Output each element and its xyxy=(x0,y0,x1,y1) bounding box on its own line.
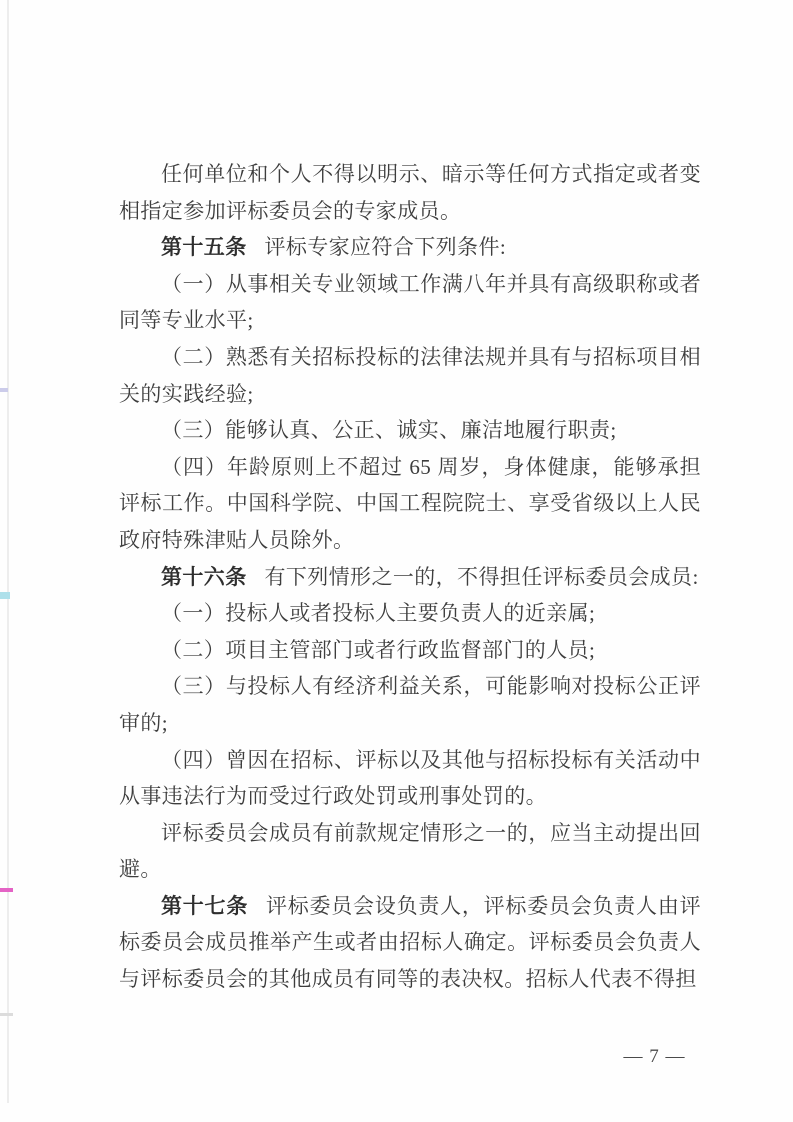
scan-mark-pink xyxy=(0,888,13,892)
document-body xyxy=(119,156,701,998)
scan-mark-cyan xyxy=(0,592,10,599)
article-number: 第十六条 xyxy=(161,564,247,589)
paragraph-text: （三）能够认真、公正、诚实、廉洁地履行职责; xyxy=(161,418,617,443)
scan-mark-lavender xyxy=(0,388,8,392)
paragraph xyxy=(119,449,701,559)
paragraph xyxy=(119,742,701,815)
paragraph-text: （一）从事相关专业领域工作满八年并具有高级职称或者同等专业水平; xyxy=(119,271,701,333)
article-number: 第十五条 xyxy=(161,235,247,260)
paragraph xyxy=(119,595,701,632)
paragraph xyxy=(119,229,701,266)
paragraph xyxy=(119,888,701,998)
paragraph xyxy=(119,412,701,449)
paragraph xyxy=(119,339,701,412)
paragraph xyxy=(119,815,701,888)
page-number: — 7 — xyxy=(623,1046,686,1067)
paragraph xyxy=(119,266,701,339)
paragraph-text: （三）与投标人有经济利益关系，可能影响对投标公正评审的; xyxy=(119,674,701,735)
paragraph-text: （四）曾因在招标、评标以及其他与招标投标有关活动中从事违法行为而受过行政处罚或刑事处罚的。 xyxy=(119,747,701,809)
paragraph-text: 任何单位和个人不得以明示、暗示等任何方式指定或者变相指定参加评标委员会的专家成员。 xyxy=(119,162,701,223)
scan-edge-line xyxy=(7,0,9,1103)
paragraph-text: 评标专家应符合下列条件: xyxy=(264,235,507,260)
article-number: 第十七条 xyxy=(161,893,249,918)
paragraph-text: 评标委员会设负责人，评标委员会负责人由评标委员会成员推举产生或者由招标人确定。评标委员会负责人与评标委员会的其他成员有同等的表决权。招标人代表不得担 xyxy=(119,893,701,992)
paragraph-text: 有下列情形之一的，不得担任评标委员会成员: xyxy=(264,564,699,589)
paragraph xyxy=(119,156,701,229)
paragraph-text: （四）年龄原则上不超过 65 周岁，身体健康，能够承担评标工作。中国科学院、中国工程院院士、享受省级以上人民政府特殊津贴人员除外。 xyxy=(119,454,701,552)
paragraph xyxy=(119,559,701,596)
paragraph-text: 评标委员会成员有前款规定情形之一的，应当主动提出回避。 xyxy=(119,820,701,882)
paragraph-text: （二）项目主管部门或者行政监督部门的人员; xyxy=(161,637,596,662)
scan-mark-gray xyxy=(0,1013,13,1016)
paragraph-text: （一）投标人或者投标人主要负责人的近亲属; xyxy=(161,601,596,626)
paragraph-text: （二）熟悉有关招标投标的法律法规并具有与招标项目相关的实践经验; xyxy=(119,344,701,406)
paragraph xyxy=(119,632,701,669)
paragraph xyxy=(119,668,701,741)
